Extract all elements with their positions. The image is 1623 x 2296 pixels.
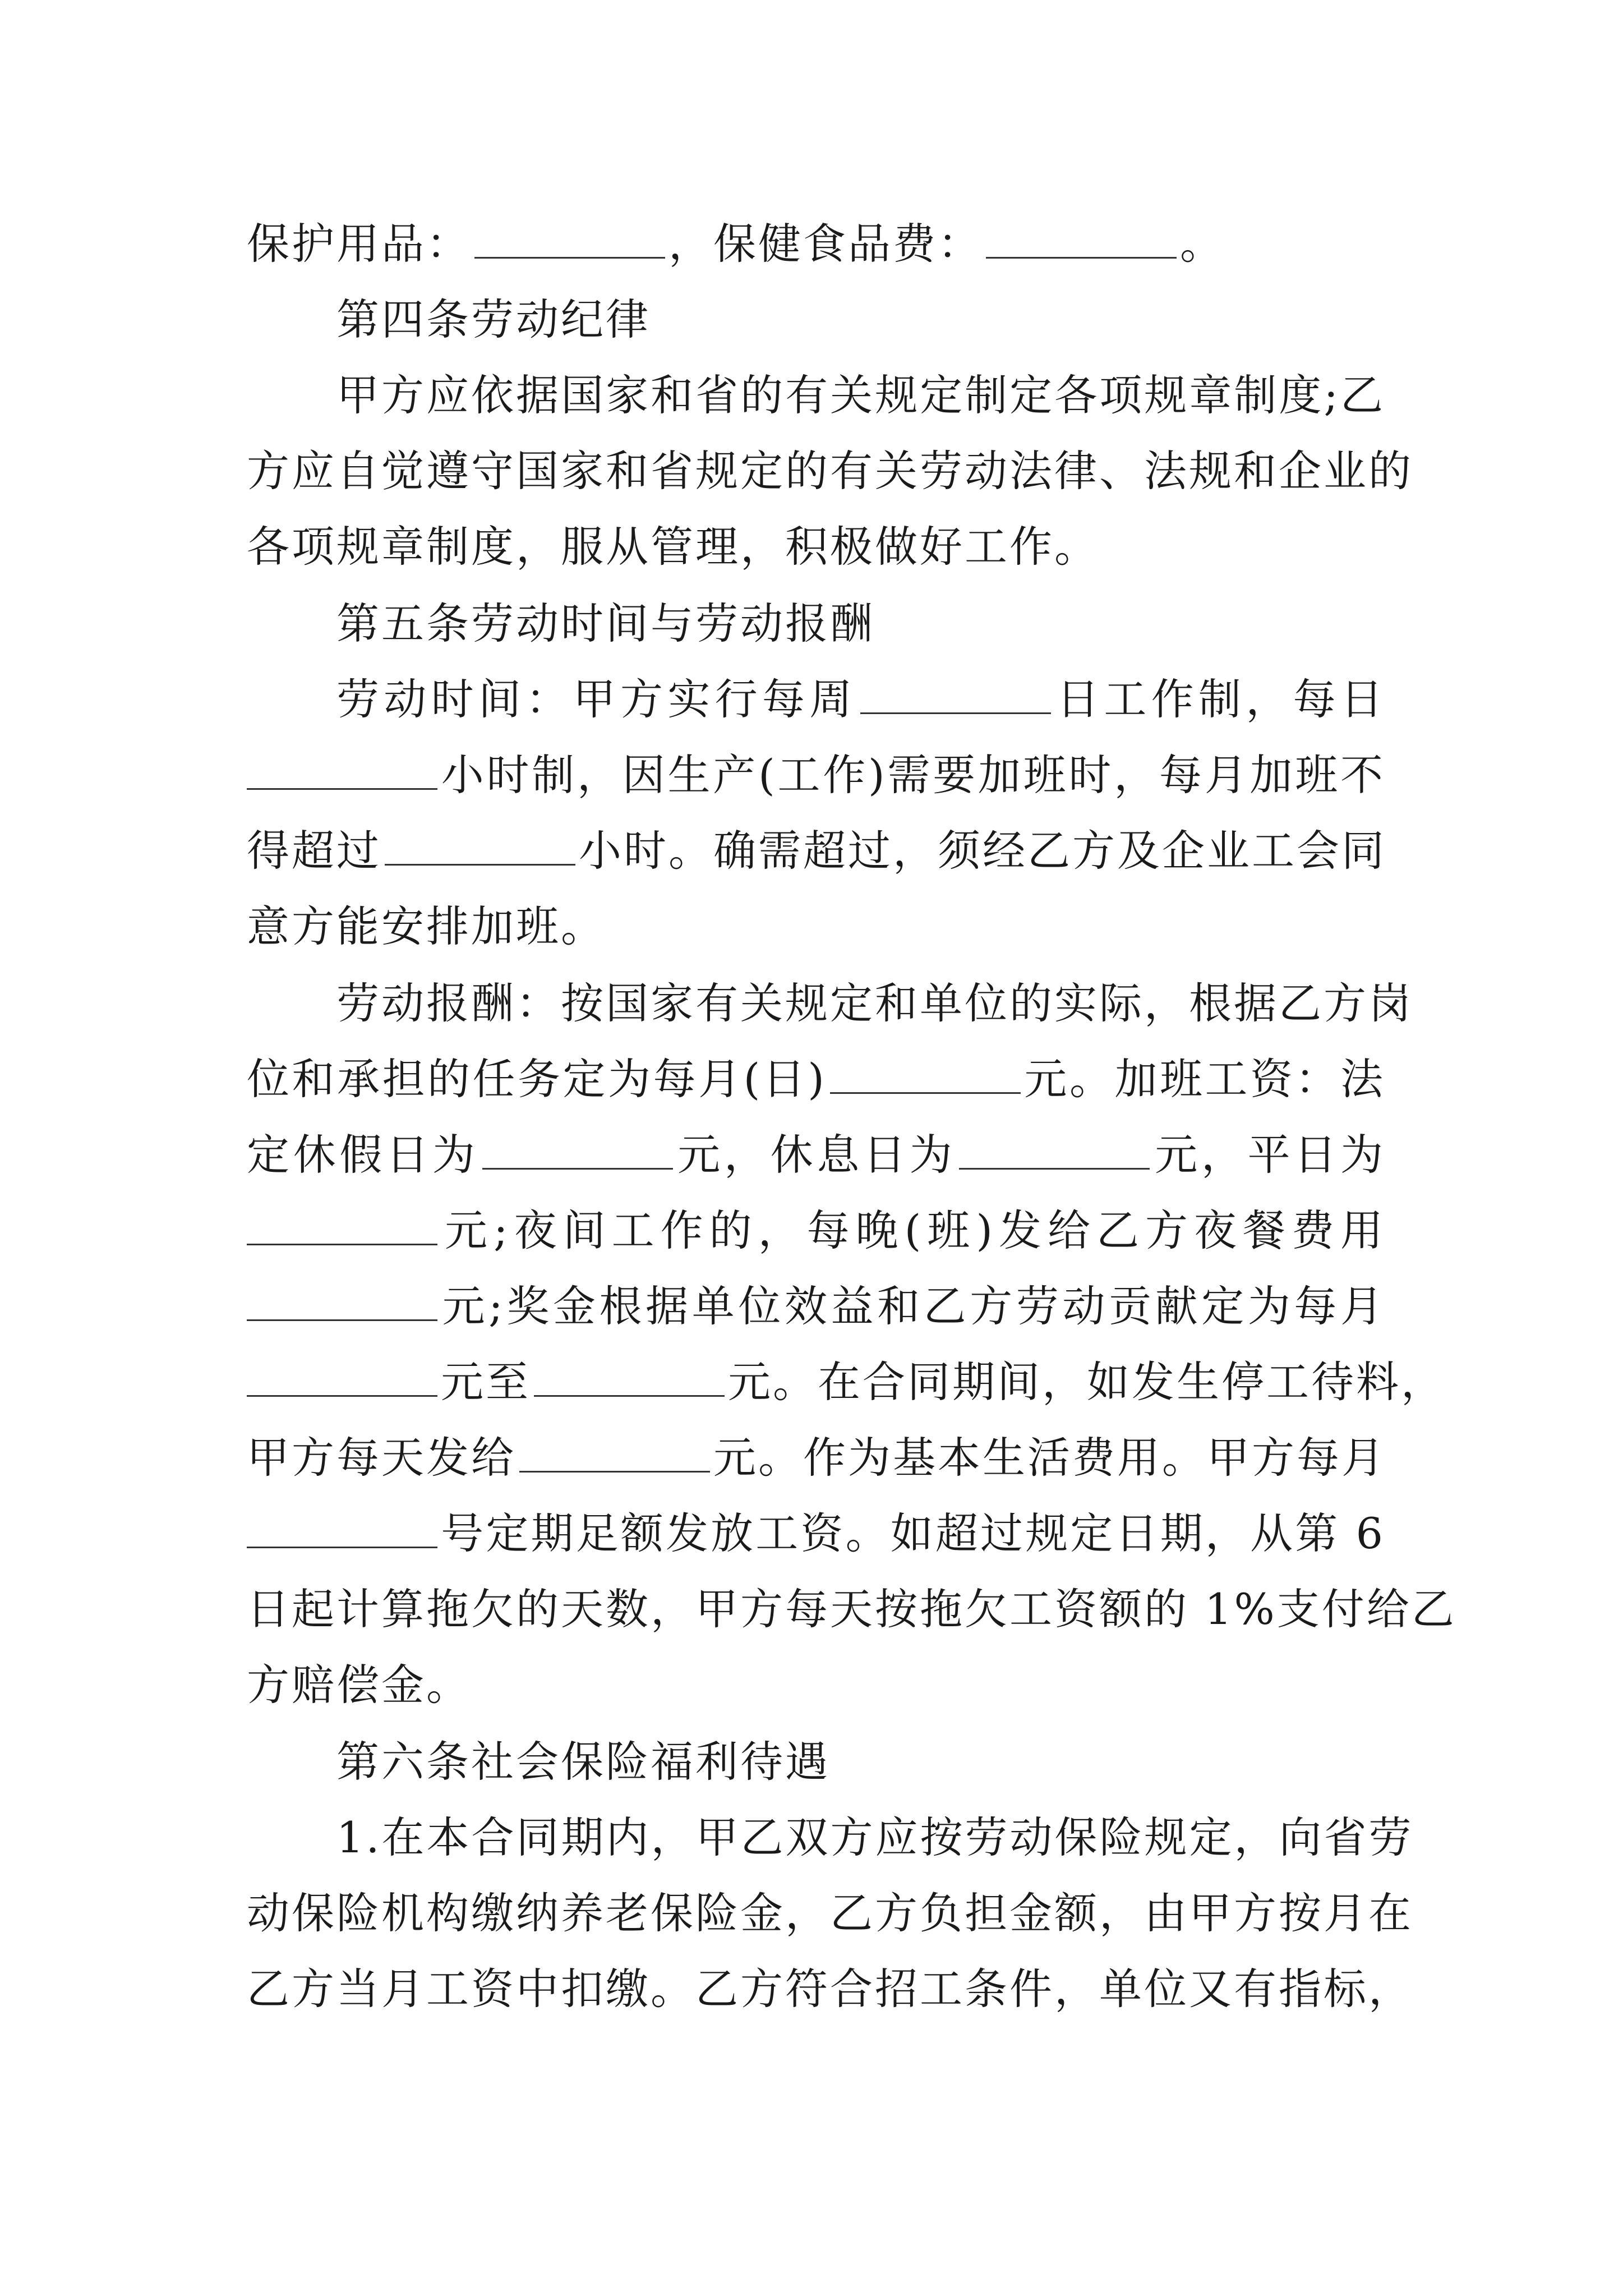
text-fragment: 元;夜间工作的，每晚(班)发给乙方夜餐费用	[441, 1205, 1385, 1255]
text-line	[336, 671, 1385, 728]
text-line: 方赔偿金。	[247, 1660, 471, 1710]
section-heading: 第六条社会保险福利待遇	[336, 1737, 830, 1787]
text-fragment: ，保健食品费：	[668, 219, 983, 269]
text-line	[247, 1278, 1385, 1335]
fill-blank	[385, 825, 575, 866]
text-line	[247, 1354, 1446, 1410]
text-fragment: 元。加班工资：法	[1023, 1054, 1385, 1104]
text-line	[247, 216, 1385, 272]
text-line: 1.在本合同期内，甲乙双方应按劳动保险规定，向省劳	[336, 1812, 1414, 1862]
fill-blank	[247, 1356, 437, 1397]
text-line	[247, 1430, 1385, 1486]
fill-blank	[482, 1129, 673, 1170]
text-line	[247, 823, 1385, 879]
text-fragment: 得超过	[247, 826, 381, 876]
text-fragment: 小时。确需超过，须经乙方及企业工会同	[579, 826, 1386, 876]
text-line: 乙方当月工资中扣缴。乙方符合招工条件，单位又有指标，	[247, 1964, 1413, 2014]
fill-blank	[534, 1356, 725, 1397]
section-heading: 第四条劳动纪律	[336, 295, 651, 344]
text-fragment: 小时制，因生产(工作)需要加班时，每月加班不	[441, 750, 1385, 800]
text-fragment: 。	[1180, 219, 1225, 269]
text-line: 劳动报酬：按国家有关规定和单位的实际，根据乙方岗	[336, 978, 1413, 1028]
section-heading: 第五条劳动时间与劳动报酬	[336, 599, 875, 648]
fill-blank	[247, 1204, 437, 1245]
text-line: 各项规章制度，服从管理，积极做好工作。	[247, 522, 1099, 572]
fill-blank	[474, 218, 665, 259]
text-fragment: 日工作制，每日	[1054, 674, 1386, 724]
text-line: 甲方应依据国家和省的有关规定制定各项规章制度;乙	[336, 370, 1385, 420]
text-fragment: 元，休息日为	[676, 1130, 956, 1180]
text-fragment: 元;奖金根据单位效益和乙方劳动贡献定为每月	[441, 1281, 1385, 1331]
text-fragment: 位和承担的任务定为每月(日)	[247, 1054, 827, 1104]
text-fragment: 保护用品：	[247, 219, 471, 269]
fill-blank	[860, 673, 1051, 714]
text-fragment: 定休假日为	[247, 1130, 479, 1180]
fill-blank	[986, 218, 1177, 259]
text-fragment: 元。作为基本生活费用。甲方每月	[713, 1433, 1386, 1483]
text-fragment: 号定期足额发放工资。如超过规定日期，从第 6	[441, 1508, 1385, 1558]
text-line: 动保险机构缴纳养老保险金，乙方负担金额，由甲方按月在	[247, 1888, 1413, 1938]
fill-blank	[830, 1053, 1021, 1094]
text-line: 日起计算拖欠的天数，甲方每天按拖欠工资额的 1%支付给乙	[247, 1584, 1456, 1634]
text-fragment: 元。在合同期间，如发生停工待料，	[728, 1357, 1446, 1407]
text-line	[247, 1506, 1385, 1562]
text-line	[247, 1203, 1385, 1259]
text-fragment: 劳动时间：甲方实行每周	[336, 674, 857, 724]
text-fragment: 甲方每天发给	[247, 1433, 516, 1483]
text-line	[247, 747, 1385, 803]
text-fragment: 元，平日为	[1153, 1130, 1386, 1180]
fill-blank	[519, 1432, 710, 1473]
fill-blank	[959, 1129, 1150, 1170]
fill-blank	[247, 749, 437, 790]
text-line	[247, 1051, 1385, 1107]
text-line: 方应自觉遵守国家和省规定的有关劳动法律、法规和企业的	[247, 446, 1413, 496]
text-line	[247, 1127, 1385, 1183]
fill-blank	[247, 1507, 437, 1548]
text-fragment: 元至	[441, 1357, 531, 1407]
text-line: 意方能安排加班。	[247, 901, 606, 951]
fill-blank	[247, 1280, 437, 1321]
